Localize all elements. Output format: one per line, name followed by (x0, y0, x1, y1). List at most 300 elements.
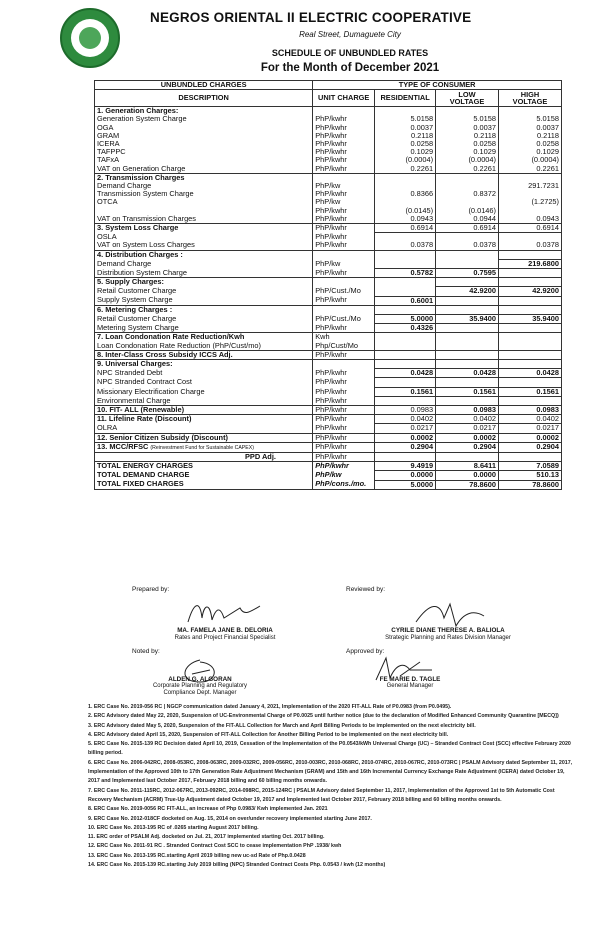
residential-value (375, 305, 436, 314)
note-item: 5. ERC Case No. 2015-139 RC Decision dated April 10, 2019, Cessation of the Implementation of the P0.0543/kWh Universal Charge (UC) – Stranded Contract Cost (SCC) effective February 2020 billing period. (88, 741, 571, 757)
noted-by-title-line1: Corporate Planning and Regulatory (152, 683, 248, 689)
low-voltage-value (436, 107, 499, 116)
residential-value: 0.0428 (375, 369, 436, 378)
table-row (95, 387, 562, 396)
unit-charge: PhP/kwhr (313, 207, 375, 215)
low-voltage-value: 5.0158 (436, 115, 499, 123)
unit-charge (313, 250, 375, 259)
note-item: 6. ERC Case No. 2006-042RC, 2008-053RC, 2008-063RC, 2009-032RC, 2009-056RC, 2010-003RC, 2010-068RC, 2010-074RC, 2010-067RC, 2010-073RC | PSALM Advisory dated September 11, 2017, Implementation of the Approved 10th to 17th Generation Rate Adjustment Mechanism (GRAM) and 15th and 16th Incremental Currency Exchange Rate Adjustment (ICERA) dated October 19, 2017 and Implemented last October 2017, February 2018 billing and 60 billing months onwards. (88, 759, 573, 785)
unbundled-charges-header: UNBUNDLED CHARGES (95, 81, 313, 90)
approved-by-name: FE MARIE D. TAGLE (379, 676, 441, 683)
residential-value (375, 287, 436, 296)
table-row (95, 278, 562, 287)
unit-charge: PhP/kwhr (313, 396, 375, 405)
table-row (95, 165, 562, 174)
charge-description: 8. Inter-Class Cross Subsidy ICCS Adj. (95, 350, 313, 359)
charge-description: OSLA (95, 233, 313, 242)
residential-value (375, 333, 436, 342)
charge-description: ICERA (95, 140, 313, 148)
high-voltage-value (498, 360, 561, 369)
table-row (95, 433, 562, 442)
high-voltage-value: 78.8600 (498, 480, 561, 489)
residential-value: 0.2261 (375, 165, 436, 174)
unit-charge: PhP/kwhr (313, 433, 375, 442)
residential-value: 0.0983 (375, 406, 436, 415)
type-of-consumer-header: TYPE OF CONSUMER (313, 81, 562, 90)
high-voltage-value (498, 269, 561, 278)
high-voltage-value: 0.0943 (498, 215, 561, 224)
table-row (95, 442, 562, 452)
high-voltage-value: 42.9200 (498, 287, 561, 296)
low-voltage-value (436, 233, 499, 242)
unbundled-rates-table (94, 80, 562, 490)
noted-by-label: Noted by: (132, 648, 160, 655)
table-row (95, 115, 562, 123)
table-row (95, 224, 562, 233)
charge-description: Demand Charge (95, 259, 313, 268)
residential-value: 0.0000 (375, 471, 436, 480)
table-row (95, 207, 562, 215)
cooperative-logo (60, 8, 120, 68)
table-row (95, 140, 562, 148)
residential-value: 0.1029 (375, 148, 436, 156)
high-voltage-value (498, 333, 561, 342)
description-header: DESCRIPTION (95, 90, 313, 107)
high-voltage-value: 5.0158 (498, 115, 561, 123)
mcc-note: (Reinvestment Fund for Sustainable CAPEX) (150, 444, 254, 451)
residential-value (375, 182, 436, 190)
charge-description: 13. MCC/RFSC (Reinvestment Fund for Sustainable CAPEX) (95, 442, 313, 452)
table-row (95, 287, 562, 296)
unit-charge: PhP/kwhr (313, 140, 375, 148)
low-voltage-value: 0.0402 (436, 415, 499, 424)
residential-header: RESIDENTIAL (375, 90, 436, 107)
residential-value (375, 278, 436, 287)
charge-description: Retail Customer Charge (95, 315, 313, 324)
charge-description: 12. Senior Citizen Subsidy (Discount) (95, 433, 313, 442)
charge-description: Distribution System Charge (95, 269, 313, 278)
table-row (95, 415, 562, 424)
note-item: 2. ERC Advisory dated May 22, 2020, Suspension of UC-Environmental Charge of P0.0025 until further notice (due to the declaration of Modified Enhanced Community Quarantine [MECQ]) (88, 713, 559, 720)
residential-value: (0.0004) (375, 156, 436, 164)
note-item: 3. ERC Advisory dated May 5, 2020, Suspension of the FIT-ALL Collection for March and April Billing Periods to be implemented on the next electricity bill. (88, 722, 476, 729)
residential-value: 0.0002 (375, 433, 436, 442)
residential-value (375, 259, 436, 268)
approved-by-title: General Manager (386, 683, 434, 689)
high-voltage-value (498, 190, 561, 198)
residential-value: 0.8366 (375, 190, 436, 198)
charge-description: 5. Supply Charges: (95, 278, 313, 287)
schedule-period: For the Month of December 2021 (260, 62, 440, 74)
unit-charge: PhP/kwhr (313, 442, 375, 452)
low-voltage-value (436, 259, 499, 268)
low-voltage-value: 0.2904 (436, 442, 499, 452)
low-voltage-header-line1: LOW (458, 89, 476, 99)
unit-charge: PhP/kwhr (313, 132, 375, 140)
high-voltage-header (498, 90, 561, 107)
charge-description: 1. Generation Charges: (95, 107, 313, 116)
table-row (95, 296, 562, 305)
unit-charge: PhP/kwhr (313, 224, 375, 233)
prepared-by-name: MA. FAMELA JANE B. DELORIA (177, 627, 273, 634)
table-row (95, 241, 562, 250)
low-voltage-value: (0.0146) (436, 207, 499, 215)
charge-description: OLRA (95, 424, 313, 433)
unit-charge: PhP/kwhr (313, 269, 375, 278)
low-voltage-value: 0.0944 (436, 215, 499, 224)
low-voltage-value (436, 173, 499, 182)
table-row (95, 259, 562, 268)
unit-charge: PhP/Cust./Mo (313, 287, 375, 296)
unit-charge: PhP/Cust./Mo (313, 315, 375, 324)
charge-description: Loan Condonation Rate Reduction (PhP/Cust/mo) (95, 342, 313, 351)
unit-charge (313, 107, 375, 116)
unit-charge: PhP/kwhr (313, 156, 375, 164)
prepared-by-label: Prepared by: (132, 586, 170, 593)
low-voltage-value (436, 396, 499, 405)
residential-value: 0.6001 (375, 296, 436, 305)
unit-charge: PhP/kwhr (313, 233, 375, 242)
table-row (95, 305, 562, 314)
charge-description: 6. Metering Charges : (95, 305, 313, 314)
high-voltage-value: 0.0037 (498, 124, 561, 132)
low-voltage-value (436, 333, 499, 342)
table-row (95, 480, 562, 489)
table-row (95, 324, 562, 333)
unit-charge-header: UNIT CHARGE (313, 90, 375, 107)
charge-description: NPC Stranded Debt (95, 369, 313, 378)
unit-charge: PhP/kwhr (313, 296, 375, 305)
charge-description: NPC Stranded Contract Cost (95, 378, 313, 387)
residential-value: 0.4326 (375, 324, 436, 333)
table-row (95, 182, 562, 190)
table-row (95, 396, 562, 405)
reviewed-signature (410, 598, 490, 630)
low-voltage-header (436, 90, 499, 107)
high-voltage-value (498, 173, 561, 182)
unit-charge: PhP/kwhr (313, 378, 375, 387)
low-voltage-value: 0.2261 (436, 165, 499, 174)
prepared-signature (180, 596, 270, 628)
table-row (95, 233, 562, 242)
low-voltage-value: 0.0000 (436, 471, 499, 480)
low-voltage-value: 0.0217 (436, 424, 499, 433)
note-item: 12. ERC Case No. 2011-91 RC . Stranded Contract Cost SCC to cease implementation PhP .1938/ kwh (88, 843, 342, 850)
charge-description: Retail Customer Charge (95, 287, 313, 296)
charge-description: 10. FIT- ALL (Renewable) (95, 406, 313, 415)
residential-value (375, 107, 436, 116)
low-voltage-value (436, 378, 499, 387)
residential-value: 0.0402 (375, 415, 436, 424)
unit-charge: PhP/kwhr (313, 369, 375, 378)
high-voltage-value (498, 342, 561, 351)
table-row (95, 250, 562, 259)
low-voltage-value (436, 324, 499, 333)
residential-value: 0.6914 (375, 224, 436, 233)
charge-description: OGA (95, 124, 313, 132)
charge-description: 7. Loan Condonation Rate Reduction/Kwh (95, 333, 313, 342)
table-row (95, 148, 562, 156)
residential-value (375, 360, 436, 369)
charge-description: VAT on Generation Charge (95, 165, 313, 174)
high-voltage-header-line2: VOLTAGE (512, 97, 548, 107)
residential-value: 0.0943 (375, 215, 436, 224)
residential-value (375, 173, 436, 182)
charge-description: Generation System Charge (95, 115, 313, 123)
rate-table-body (95, 107, 562, 490)
unit-charge: PhP/kwhr (313, 241, 375, 250)
table-row (95, 369, 562, 378)
low-voltage-value (436, 350, 499, 359)
low-voltage-value (436, 250, 499, 259)
table-row (95, 156, 562, 164)
charge-description: TAFPPC (95, 148, 313, 156)
high-voltage-value: (0.0004) (498, 156, 561, 164)
high-voltage-value: 0.2261 (498, 165, 561, 174)
table-row (95, 107, 562, 116)
high-voltage-value: 510.13 (498, 471, 561, 480)
residential-value: 0.2904 (375, 442, 436, 452)
unit-charge: PhP/kwhr (313, 324, 375, 333)
high-voltage-value: 219.6800 (498, 259, 561, 268)
table-row (95, 215, 562, 224)
high-voltage-value: 0.0378 (498, 241, 561, 250)
high-voltage-value (498, 378, 561, 387)
residential-value (375, 453, 436, 462)
unit-charge: PhP/kwhr (313, 148, 375, 156)
high-voltage-value: 7.0589 (498, 462, 561, 471)
table-row (95, 315, 562, 324)
note-item: 1. ERC Case No. 2019-056 RC | NGCP communication dated January 4, 2021, Implementation of the 2020 FIT-ALL Rate of P0.0983 (from P0.0495). (88, 704, 452, 710)
low-voltage-value: 35.9400 (436, 315, 499, 324)
low-voltage-value (436, 305, 499, 314)
high-voltage-value (498, 305, 561, 314)
high-voltage-value: 0.0983 (498, 406, 561, 415)
table-row (95, 406, 562, 415)
low-voltage-header-line2: VOLTAGE (449, 97, 485, 107)
charge-description: Supply System Charge (95, 296, 313, 305)
unit-charge: PhP/kw (313, 198, 375, 206)
charge-description: Transmission System Charge (95, 190, 313, 198)
residential-value: 0.0378 (375, 241, 436, 250)
low-voltage-value: 0.6914 (436, 224, 499, 233)
high-voltage-value (498, 250, 561, 259)
note-item: 10. ERC Case No. 2013-195 RC of .0265 starting August 2017 billing. (88, 824, 259, 831)
unit-charge: PhP/kw (313, 471, 375, 480)
low-voltage-value: 0.0378 (436, 241, 499, 250)
high-voltage-value (498, 233, 561, 242)
charge-description: GRAM (95, 132, 313, 140)
residential-value: 0.5782 (375, 269, 436, 278)
high-voltage-value (498, 396, 561, 405)
table-row (95, 132, 562, 140)
charge-description: 2. Transmission Charges (95, 173, 313, 182)
charge-description: Metering System Charge (95, 324, 313, 333)
residential-value: 5.0000 (375, 315, 436, 324)
low-voltage-value (436, 342, 499, 351)
unit-charge: PhP/kwhr (313, 124, 375, 132)
note-item: 14. ERC Case No. 2015-139 RC.starting July 2019 billing (NPC) Stranded Contract Costs Php. 0.0543 / kwh (12 months) (88, 862, 386, 869)
charge-description: TOTAL FIXED CHARGES (95, 480, 313, 489)
high-voltage-value (498, 107, 561, 116)
residential-value: 5.0000 (375, 480, 436, 489)
note-item: 11. ERC order of PSALM Adj. docketed on Jul. 21, 2017 implemented starting Oct. 2017 billing. (88, 834, 325, 841)
high-voltage-value: (1.2725) (498, 198, 561, 206)
note-item: 7. ERC Case No. 2011-115RC, 2012-067RC, 2013-092RC, 2014-098RC, 2015-124RC | PSALM Advisory dated September 11, 2017, Implementation of the Approved 1st to 5th Automatic Cost Recovery Mechanism (ACRM) True-Up Adjustment dated October 19, 2017 and Implemented last October 2017, February 2018 billing and 60 billing months onwards. (88, 787, 555, 803)
residential-value: 9.4919 (375, 462, 436, 471)
prepared-by-title: Rates and Project Financial Specialist (174, 635, 276, 641)
charge-description: PPD Adj. (95, 453, 313, 462)
charge-description: OTCA (95, 198, 313, 206)
reviewed-by-title: Strategic Planning and Rates Division Manager (385, 635, 511, 641)
residential-value (375, 378, 436, 387)
low-voltage-value: 0.0037 (436, 124, 499, 132)
unit-charge: PhP/kwhr (313, 406, 375, 415)
note-item: 8. ERC Case No. 2019-0056 RC FIT-ALL, an increase of Php 0.0983/ Kwh implemented Jan. 2021 (88, 806, 328, 813)
low-voltage-value (436, 198, 499, 206)
charge-description: 4. Distribution Charges : (95, 250, 313, 259)
charge-description: 3. System Loss Charge (95, 224, 313, 233)
charge-description: Environmental Charge (95, 396, 313, 405)
note-item: 13. ERC Case No. 2013-195 RC.starting April 2019 billing new uc-sd Rate of Php.0.0428 (88, 852, 306, 859)
low-voltage-value: (0.0004) (436, 156, 499, 164)
unit-charge: PhP/kwhr (313, 453, 375, 462)
residential-value (375, 342, 436, 351)
low-voltage-value (436, 453, 499, 462)
unit-charge: Php/Cust/Mo (313, 342, 375, 351)
low-voltage-value: 0.2118 (436, 132, 499, 140)
charge-description: TOTAL DEMAND CHARGE (95, 471, 313, 480)
charge-description: Demand Charge (95, 182, 313, 190)
erc-case-notes (88, 703, 574, 870)
residential-value: (0.0145) (375, 207, 436, 215)
low-voltage-value: 0.1029 (436, 148, 499, 156)
high-voltage-value: 0.2904 (498, 442, 561, 452)
charge-description: TOTAL ENERGY CHARGES (95, 462, 313, 471)
table-row (95, 198, 562, 206)
high-voltage-value: 35.9400 (498, 315, 561, 324)
low-voltage-value (436, 182, 499, 190)
table-row (95, 190, 562, 198)
high-voltage-value (498, 296, 561, 305)
unit-charge: Kwh (313, 333, 375, 342)
unit-charge: PhP/kw (313, 259, 375, 268)
logo-core (79, 27, 101, 49)
residential-value (375, 396, 436, 405)
low-voltage-value: 0.0258 (436, 140, 499, 148)
unit-charge: PhP/kwhr (313, 415, 375, 424)
unit-charge: PhP/kwhr (313, 424, 375, 433)
table-row (95, 269, 562, 278)
charge-description: 9. Universal Charges: (95, 360, 313, 369)
residential-value (375, 350, 436, 359)
table-row (95, 342, 562, 351)
residential-value (375, 250, 436, 259)
table-row (95, 173, 562, 182)
charge-description: 11. Lifeline Rate (Discount) (95, 415, 313, 424)
unit-charge: PhP/kwhr (313, 350, 375, 359)
low-voltage-value: 0.0983 (436, 406, 499, 415)
note-item: 9. ERC Case No. 2012-018CF docketed on Aug. 15, 2014 on over/under recovery implemented starting June 2017. (88, 815, 372, 822)
unit-charge: PhP/kwhr (313, 462, 375, 471)
unit-charge (313, 278, 375, 287)
low-voltage-value: 0.7595 (436, 269, 499, 278)
table-row (95, 453, 562, 462)
table-row (95, 333, 562, 342)
unit-charge: PhP/kw (313, 182, 375, 190)
noted-by-name: ALDEN G. ALGORAN (168, 676, 232, 683)
table-row (95, 124, 562, 132)
low-voltage-value: 78.8600 (436, 480, 499, 489)
residential-value (375, 233, 436, 242)
table-row (95, 471, 562, 480)
high-voltage-value: 0.0402 (498, 415, 561, 424)
high-voltage-value (498, 278, 561, 287)
unit-charge: PhP/kwhr (313, 387, 375, 396)
high-voltage-header-line1: HIGH (520, 89, 540, 99)
charge-description: VAT on System Loss Charges (95, 241, 313, 250)
high-voltage-value (498, 207, 561, 215)
high-voltage-value (498, 324, 561, 333)
low-voltage-value (436, 360, 499, 369)
residential-value: 5.0158 (375, 115, 436, 123)
charge-description: VAT on Transmission Charges (95, 215, 313, 224)
low-voltage-value (436, 278, 499, 287)
unit-charge (313, 305, 375, 314)
reviewed-by-label: Reviewed by: (346, 586, 386, 593)
high-voltage-value: 0.2118 (498, 132, 561, 140)
low-voltage-value: 8.6411 (436, 462, 499, 471)
high-voltage-value: 0.0258 (498, 140, 561, 148)
charge-description: TAFxA (95, 156, 313, 164)
high-voltage-value: 291.7231 (498, 182, 561, 190)
note-item: 4. ERC Advisory dated April 15, 2020, Suspension of FIT-ALL Collection for Another Billing Period to be implemented on the next electricity bill. (88, 731, 449, 738)
low-voltage-value: 0.8372 (436, 190, 499, 198)
low-voltage-value: 42.9200 (436, 287, 499, 296)
low-voltage-value (436, 296, 499, 305)
schedule-title: SCHEDULE OF UNBUNDLED RATES (271, 48, 429, 58)
table-row (95, 350, 562, 359)
unit-charge: PhP/kwhr (313, 190, 375, 198)
charge-description: Missionary Electrification Charge (95, 387, 313, 396)
charge-description (95, 207, 313, 215)
high-voltage-value (498, 350, 561, 359)
noted-by-title-line2: Compliance Dept. Manager (163, 690, 237, 696)
table-row (95, 424, 562, 433)
cooperative-name: NEGROS ORIENTAL II ELECTRIC COOPERATIVE (150, 10, 472, 25)
reviewed-by-name: CYRILE DIANE THERESE A. BALIOLA (391, 627, 505, 634)
residential-value (375, 198, 436, 206)
unit-charge (313, 360, 375, 369)
unit-charge: PhP/kwhr (313, 215, 375, 224)
unit-charge: PhP/kwhr (313, 165, 375, 174)
high-voltage-value: 0.1029 (498, 148, 561, 156)
high-voltage-value: 0.0217 (498, 424, 561, 433)
high-voltage-value (498, 453, 561, 462)
high-voltage-value: 0.0428 (498, 369, 561, 378)
low-voltage-value: 0.0002 (436, 433, 499, 442)
low-voltage-value: 0.1561 (436, 387, 499, 396)
high-voltage-value: 0.1561 (498, 387, 561, 396)
residential-value: 0.0037 (375, 124, 436, 132)
high-voltage-value: 0.0002 (498, 433, 561, 442)
cooperative-address: Real Street, Dumaguete City (299, 30, 401, 39)
table-row (95, 378, 562, 387)
approved-by-label: Approved by: (346, 648, 385, 655)
unit-charge (313, 173, 375, 182)
unit-charge: PhP/cons./mo. (313, 480, 375, 489)
residential-value: 0.2118 (375, 132, 436, 140)
